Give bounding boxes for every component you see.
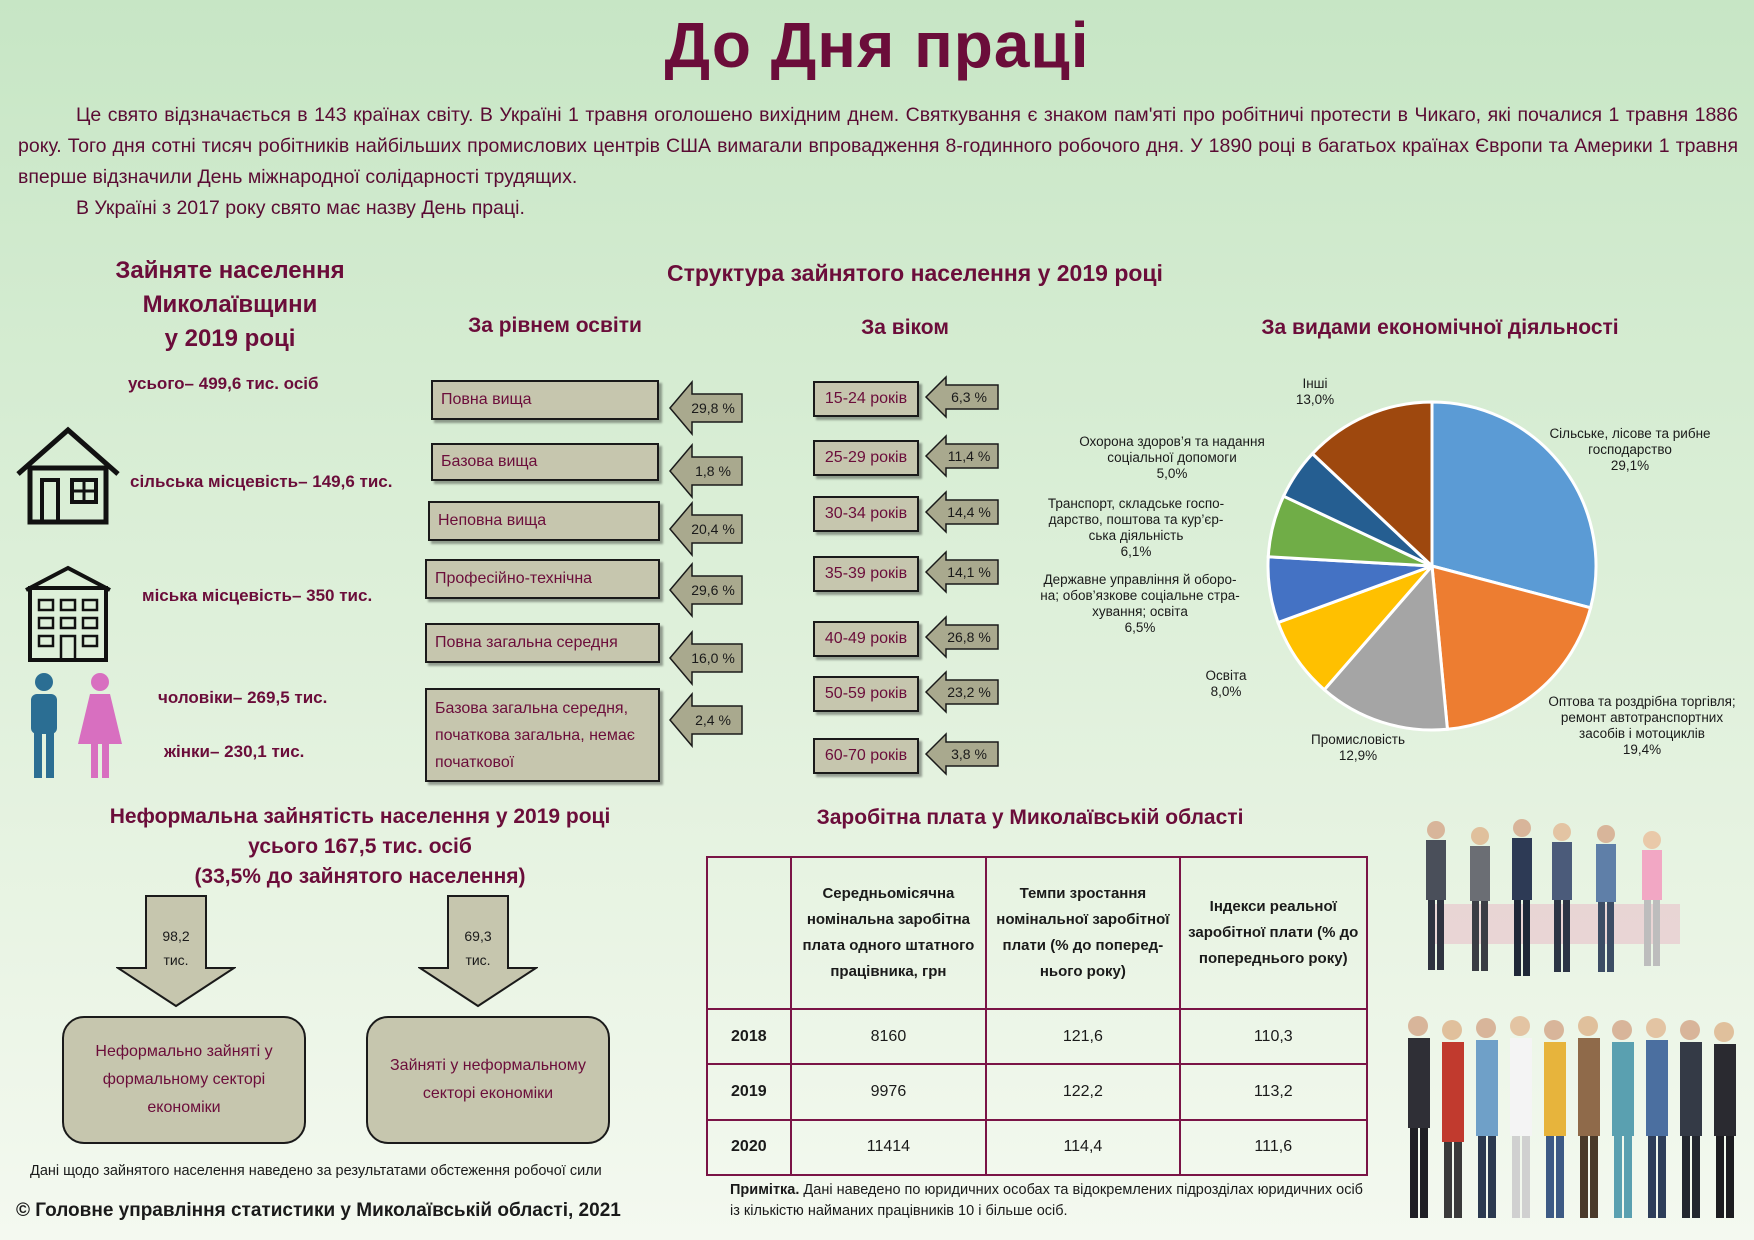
employed-title-line: у 2019 році [164, 325, 296, 352]
pie-label-line: господарство [1588, 442, 1672, 457]
age-item-label: 50-59 років [824, 685, 908, 702]
age-item-value: 11,4 % [947, 448, 991, 464]
pie-label-transport [1026, 496, 1246, 560]
pie-label-line: Державне управління й оборо- [1043, 572, 1237, 587]
pie-chart-title: За видами економічної діяльності [1261, 316, 1619, 339]
education-item-value: 16,0 % [691, 650, 735, 666]
house-icon [14, 426, 122, 531]
informal-right-value: 69,3 [464, 928, 492, 944]
pie-label-line: Транспорт, складське госпо- [1047, 496, 1225, 511]
table-row [707, 1064, 1367, 1119]
table-header-cell: Середньомісячна номінальна заробітна плата одного штатного працівника, грн [791, 857, 987, 1009]
employed-women: жінки– 230,1 тис. [164, 742, 305, 761]
pie-label-line: хування; освіта [1092, 604, 1188, 619]
left-arrow-icon [924, 434, 1000, 478]
page-title: До Дня праці [664, 9, 1090, 81]
education-item-box [431, 380, 659, 420]
table-cell: 114,4 [986, 1120, 1179, 1175]
table-header-cell: Індекси реальної заробітної плати (% до попереднього року) [1180, 857, 1367, 1009]
age-item-label: 60-70 років [824, 747, 908, 764]
pie-label-line: Інші [1302, 376, 1328, 391]
employed-title-line: Зайняте населення [115, 257, 345, 284]
pie-label-value: 29,1% [1610, 458, 1650, 473]
business-people-illustration [1400, 814, 1740, 990]
informal-title [60, 802, 660, 892]
age-item-label: 35-39 років [824, 565, 908, 582]
left-arrow-icon [668, 380, 744, 436]
informal-title-line: Неформальна зайнятість населення у 2019 році [109, 805, 611, 828]
age-item-label: 15-24 років [824, 390, 908, 407]
left-arrow-icon [668, 443, 744, 499]
pie-label-value: 6,1% [1120, 544, 1152, 559]
pie-label-value: 8,0% [1210, 684, 1242, 699]
pie-label-industry [1288, 732, 1428, 764]
education-item-value: 1,8 % [695, 463, 731, 479]
pie-label-line: на; обов’язкове соціальне стра- [1040, 588, 1240, 603]
pie-label-line: ська діяльність [1088, 528, 1184, 543]
left-arrow-icon [668, 630, 744, 686]
table-cell: 113,2 [1180, 1064, 1367, 1119]
table-cell-year: 2020 [707, 1120, 791, 1175]
left-arrow-icon [668, 692, 744, 748]
intro-text [18, 100, 1738, 224]
table-header-cell [707, 857, 791, 1009]
table-cell: 9976 [791, 1064, 987, 1119]
employed-title [60, 254, 400, 356]
pie-label-education [1186, 668, 1266, 700]
pie-label-line: Освіта [1205, 668, 1247, 683]
age-item-box [813, 496, 919, 532]
pie-label-agriculture [1520, 426, 1740, 474]
pie-label-line: ремонт автотранспортних [1560, 710, 1724, 725]
table-cell-year: 2018 [707, 1009, 791, 1064]
education-item-label: Базова вища [441, 453, 538, 470]
pie-label-line: дарство, поштова та кур’єр- [1048, 512, 1224, 527]
intro-paragraph-2: В Україні з 2017 року свято має назву День праці. [76, 197, 525, 219]
table-row [707, 1120, 1367, 1175]
table-row [707, 1009, 1367, 1064]
education-item-value: 29,6 % [691, 582, 735, 598]
left-arrow-icon [924, 375, 1000, 419]
wages-note-label: Примітка. [730, 1182, 800, 1198]
age-item-label: 25-29 років [824, 449, 908, 466]
pie-label-line: Оптова та роздрібна торгівля; [1548, 694, 1736, 709]
pie-label-health [1060, 434, 1284, 482]
age-item-value: 23,2 % [947, 684, 991, 700]
informal-formal-sector-box: Неформально зайняті у формальному секторі економіки [62, 1016, 306, 1144]
copyright: © Головне управління статистики у Миколаївській області, 2021 [16, 1200, 621, 1221]
age-item-box [813, 556, 919, 592]
education-title: За рівнем освіти [468, 314, 642, 337]
age-item-value: 6,3 % [951, 389, 987, 405]
pie-label-line: Промисловість [1311, 732, 1405, 747]
pie-label-value: 12,9% [1338, 748, 1378, 763]
intro-paragraph-1: Це свято відзначається в 143 країнах світу. В Україні 1 травня оголошено вихідним днем. Святкування є знаком пам'яті про робітничі протести в Чикаго, які почалися 1 травня 1886 року. Того дня сотні тисяч робітників найбільших промислових центрів США вимагали впровадження 8-годинного робочого дня. У 1890 році в багатьох країнах Європи та Америки 1 травня вперше відзначили День міжнародної солідарності трудящих. [18, 104, 1738, 188]
man-woman-icon [20, 672, 130, 787]
pie-label-line: соціальної допомоги [1107, 450, 1237, 465]
left-arrow-icon [924, 550, 1000, 594]
employed-title-line: Миколаївщини [142, 291, 318, 318]
table-cell: 110,3 [1180, 1009, 1367, 1064]
informal-right-unit: тис. [465, 952, 491, 968]
employed-total: усього– 499,6 тис. осіб [128, 374, 319, 393]
structure-title: Структура зайнятого населення у 2019 році [667, 260, 1163, 286]
table-header-cell: Темпи зростання номінальної заробітної плати (% до поперед-нього року) [986, 857, 1179, 1009]
wages-note-text: Дані наведено по юридичних особах та відокремлених підрозділах юридичних осіб із кількістю найманих працівників 10 і більше осіб. [730, 1182, 1363, 1219]
education-item-label: Професійно-технічна [435, 570, 593, 587]
education-item-box [425, 623, 660, 663]
wages-note [730, 1180, 1370, 1222]
age-title: За віком [861, 316, 949, 339]
informal-title-line: (33,5% до зайнятого населення) [194, 865, 526, 888]
informal-left-unit: тис. [163, 952, 189, 968]
informal-left-value: 98,2 [162, 928, 190, 944]
pie-label-value: 19,4% [1622, 742, 1662, 757]
age-item-value: 26,8 % [947, 629, 991, 645]
employed-rural: сільська місцевість– 149,6 тис. [130, 472, 393, 491]
pie-label-line: Сільське, лісове та рибне [1549, 426, 1711, 441]
pie-label-value: 5,0% [1156, 466, 1188, 481]
age-item-box [813, 738, 919, 774]
age-item-label: 40-49 років [824, 630, 908, 647]
table-cell: 11414 [791, 1120, 987, 1175]
left-arrow-icon [924, 490, 1000, 534]
employed-urban: міська місцевість– 350 тис. [142, 586, 373, 605]
pie-label-line: Охорона здоров’я та надання [1079, 434, 1265, 449]
education-item-box [425, 688, 660, 782]
education-item-box [431, 443, 659, 481]
informal-title-line: усього 167,5 тис. осіб [248, 835, 472, 858]
table-cell-year: 2019 [707, 1064, 791, 1119]
pie-label-value: 13,0% [1295, 392, 1335, 407]
informal-informal-sector-box: Зайняті у неформальному секторі економіки [366, 1016, 610, 1144]
age-item-label: 30-34 років [824, 505, 908, 522]
table-cell: 8160 [791, 1009, 987, 1064]
education-item-label: Неповна вища [438, 512, 547, 529]
age-item-box [813, 381, 919, 417]
down-arrow-left [116, 894, 236, 1008]
education-item-box [425, 559, 660, 599]
informal-note: Дані щодо зайнятого населення наведено за результатами обстеження робочої сили [30, 1163, 602, 1179]
left-arrow-icon [924, 615, 1000, 659]
age-item-box [813, 676, 919, 712]
education-item-label: Повна вища [441, 391, 532, 408]
apartment-building-icon [22, 564, 114, 669]
pie-label-government [1022, 572, 1258, 636]
pie-label-trade [1530, 694, 1754, 758]
education-item-value: 29,8 % [691, 400, 735, 416]
education-item-box [428, 501, 660, 541]
employed-men: чоловіки– 269,5 тис. [158, 688, 328, 707]
pie-label-line: засобів і мотоциклів [1579, 726, 1705, 741]
table-cell: 122,2 [986, 1064, 1179, 1119]
left-arrow-icon [924, 670, 1000, 714]
left-arrow-icon [668, 562, 744, 618]
pie-label-other [1280, 376, 1350, 408]
age-item-value: 14,4 % [947, 504, 991, 520]
pie-label-value: 6,5% [1124, 620, 1156, 635]
table-cell: 121,6 [986, 1009, 1179, 1064]
education-item-label: Повна загальна середня [435, 634, 618, 651]
age-item-value: 14,1 % [947, 564, 991, 580]
down-arrow-right [418, 894, 538, 1008]
education-item-value: 2,4 % [695, 712, 731, 728]
left-arrow-icon [924, 732, 1000, 776]
table-header-row [707, 857, 1367, 1009]
education-item-label: Базова загальна середня, початкова загальна, немає початкової [435, 699, 635, 771]
age-item-box [813, 440, 919, 476]
education-item-value: 20,4 % [691, 521, 735, 537]
wages-table [706, 856, 1368, 1176]
table-cell: 111,6 [1180, 1120, 1367, 1175]
left-arrow-icon [668, 501, 744, 557]
age-item-value: 3,8 % [951, 746, 987, 762]
workers-professions-illustration [1404, 1012, 1744, 1226]
wages-title: Заробітна плата у Миколаївській області [816, 806, 1244, 829]
age-item-box [813, 621, 919, 657]
